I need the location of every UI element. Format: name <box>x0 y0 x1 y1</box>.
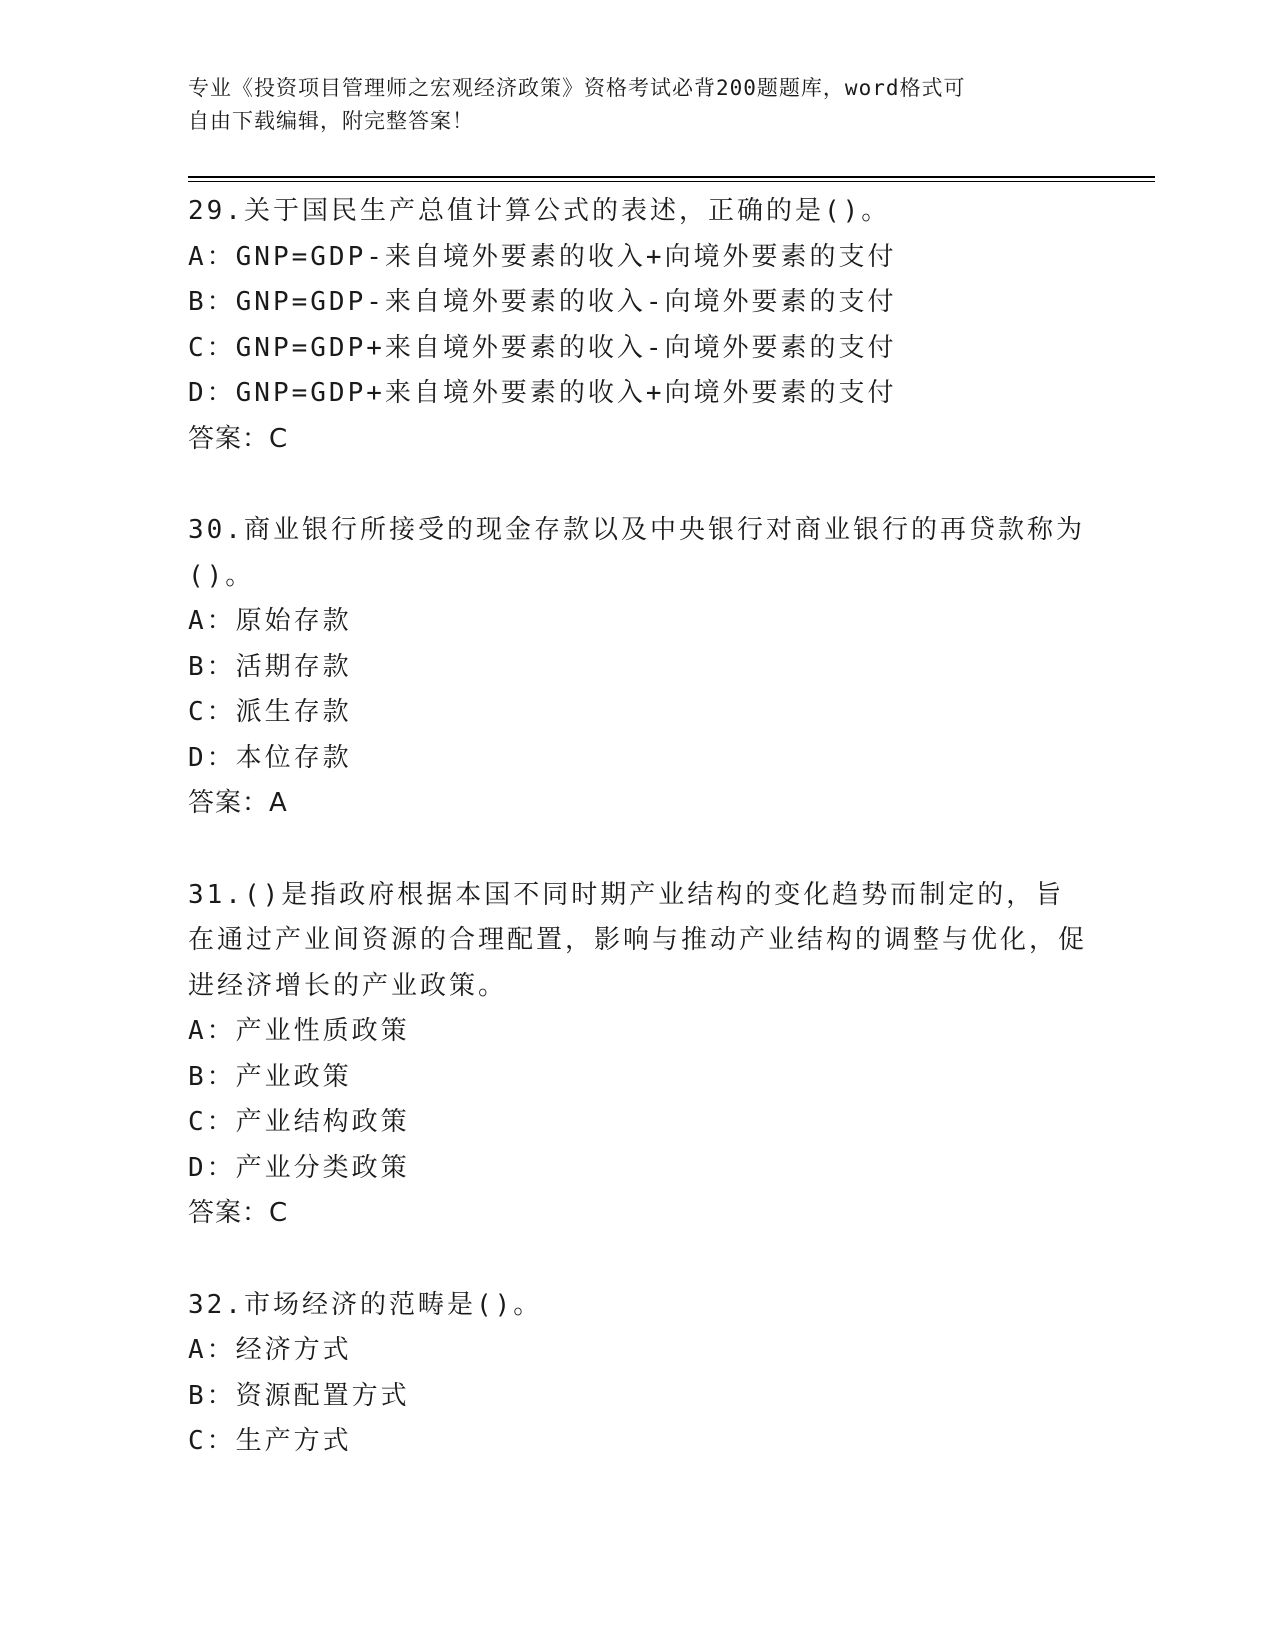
option-d: D：GNP=GDP+来自境外要素的收入+向境外要素的支付 <box>188 378 897 408</box>
question-stem: 32.市场经济的范畴是()。 <box>188 1289 543 1320</box>
question-list <box>188 189 1088 1511</box>
answer: 答案：A <box>188 788 288 818</box>
answer: 答案：C <box>188 423 289 454</box>
header-rule-thin <box>188 181 1155 182</box>
option-c: C：GNP=GDP+来自境外要素的收入-向境外要素的支付 <box>188 332 897 363</box>
option-a: A：GNP=GDP-来自境外要素的收入+向境外要素的支付 <box>188 241 897 272</box>
option-b: B：GNP=GDP-来自境外要素的收入-向境外要素的支付 <box>188 287 897 317</box>
question-32 <box>188 1283 1088 1465</box>
option-c: C：生产方式 <box>188 1426 352 1456</box>
answer: 答案：C <box>188 1198 289 1228</box>
option-b: B：活期存款 <box>188 651 352 682</box>
option-d: D：产业分类政策 <box>188 1152 410 1183</box>
option-d: D：本位存款 <box>188 742 352 773</box>
option-a: A：产业性质政策 <box>188 1016 410 1046</box>
header-line-2: 自由下载编辑，附完整答案！ <box>188 109 474 133</box>
question-31 <box>188 873 1088 1237</box>
question-stem: 31.()是指政府根据本国不同时期产业结构的变化趋势而制定的，旨在通过产业间资源的合理配置，影响与推动产业结构的调整与优化，促进经济增长的产业政策。 <box>188 879 1088 1001</box>
question-stem: 29.关于国民生产总值计算公式的表述，正确的是()。 <box>188 196 891 226</box>
option-c: C：派生存款 <box>188 697 352 727</box>
option-a: A：经济方式 <box>188 1335 352 1365</box>
option-a: A：原始存款 <box>188 606 352 636</box>
question-29 <box>188 189 1088 462</box>
header-rule-thick <box>188 176 1155 178</box>
question-stem: 30.商业银行所接受的现金存款以及中央银行对商业银行的再贷款称为()。 <box>188 515 1085 591</box>
document-header <box>188 72 1088 138</box>
option-b: B：产业政策 <box>188 1061 352 1092</box>
header-line-1: 专业《投资项目管理师之宏观经济政策》资格考试必背200题题库，word格式可 <box>188 76 966 100</box>
option-b: B：资源配置方式 <box>188 1380 410 1411</box>
option-c: C：产业结构政策 <box>188 1107 410 1137</box>
question-30 <box>188 508 1088 827</box>
